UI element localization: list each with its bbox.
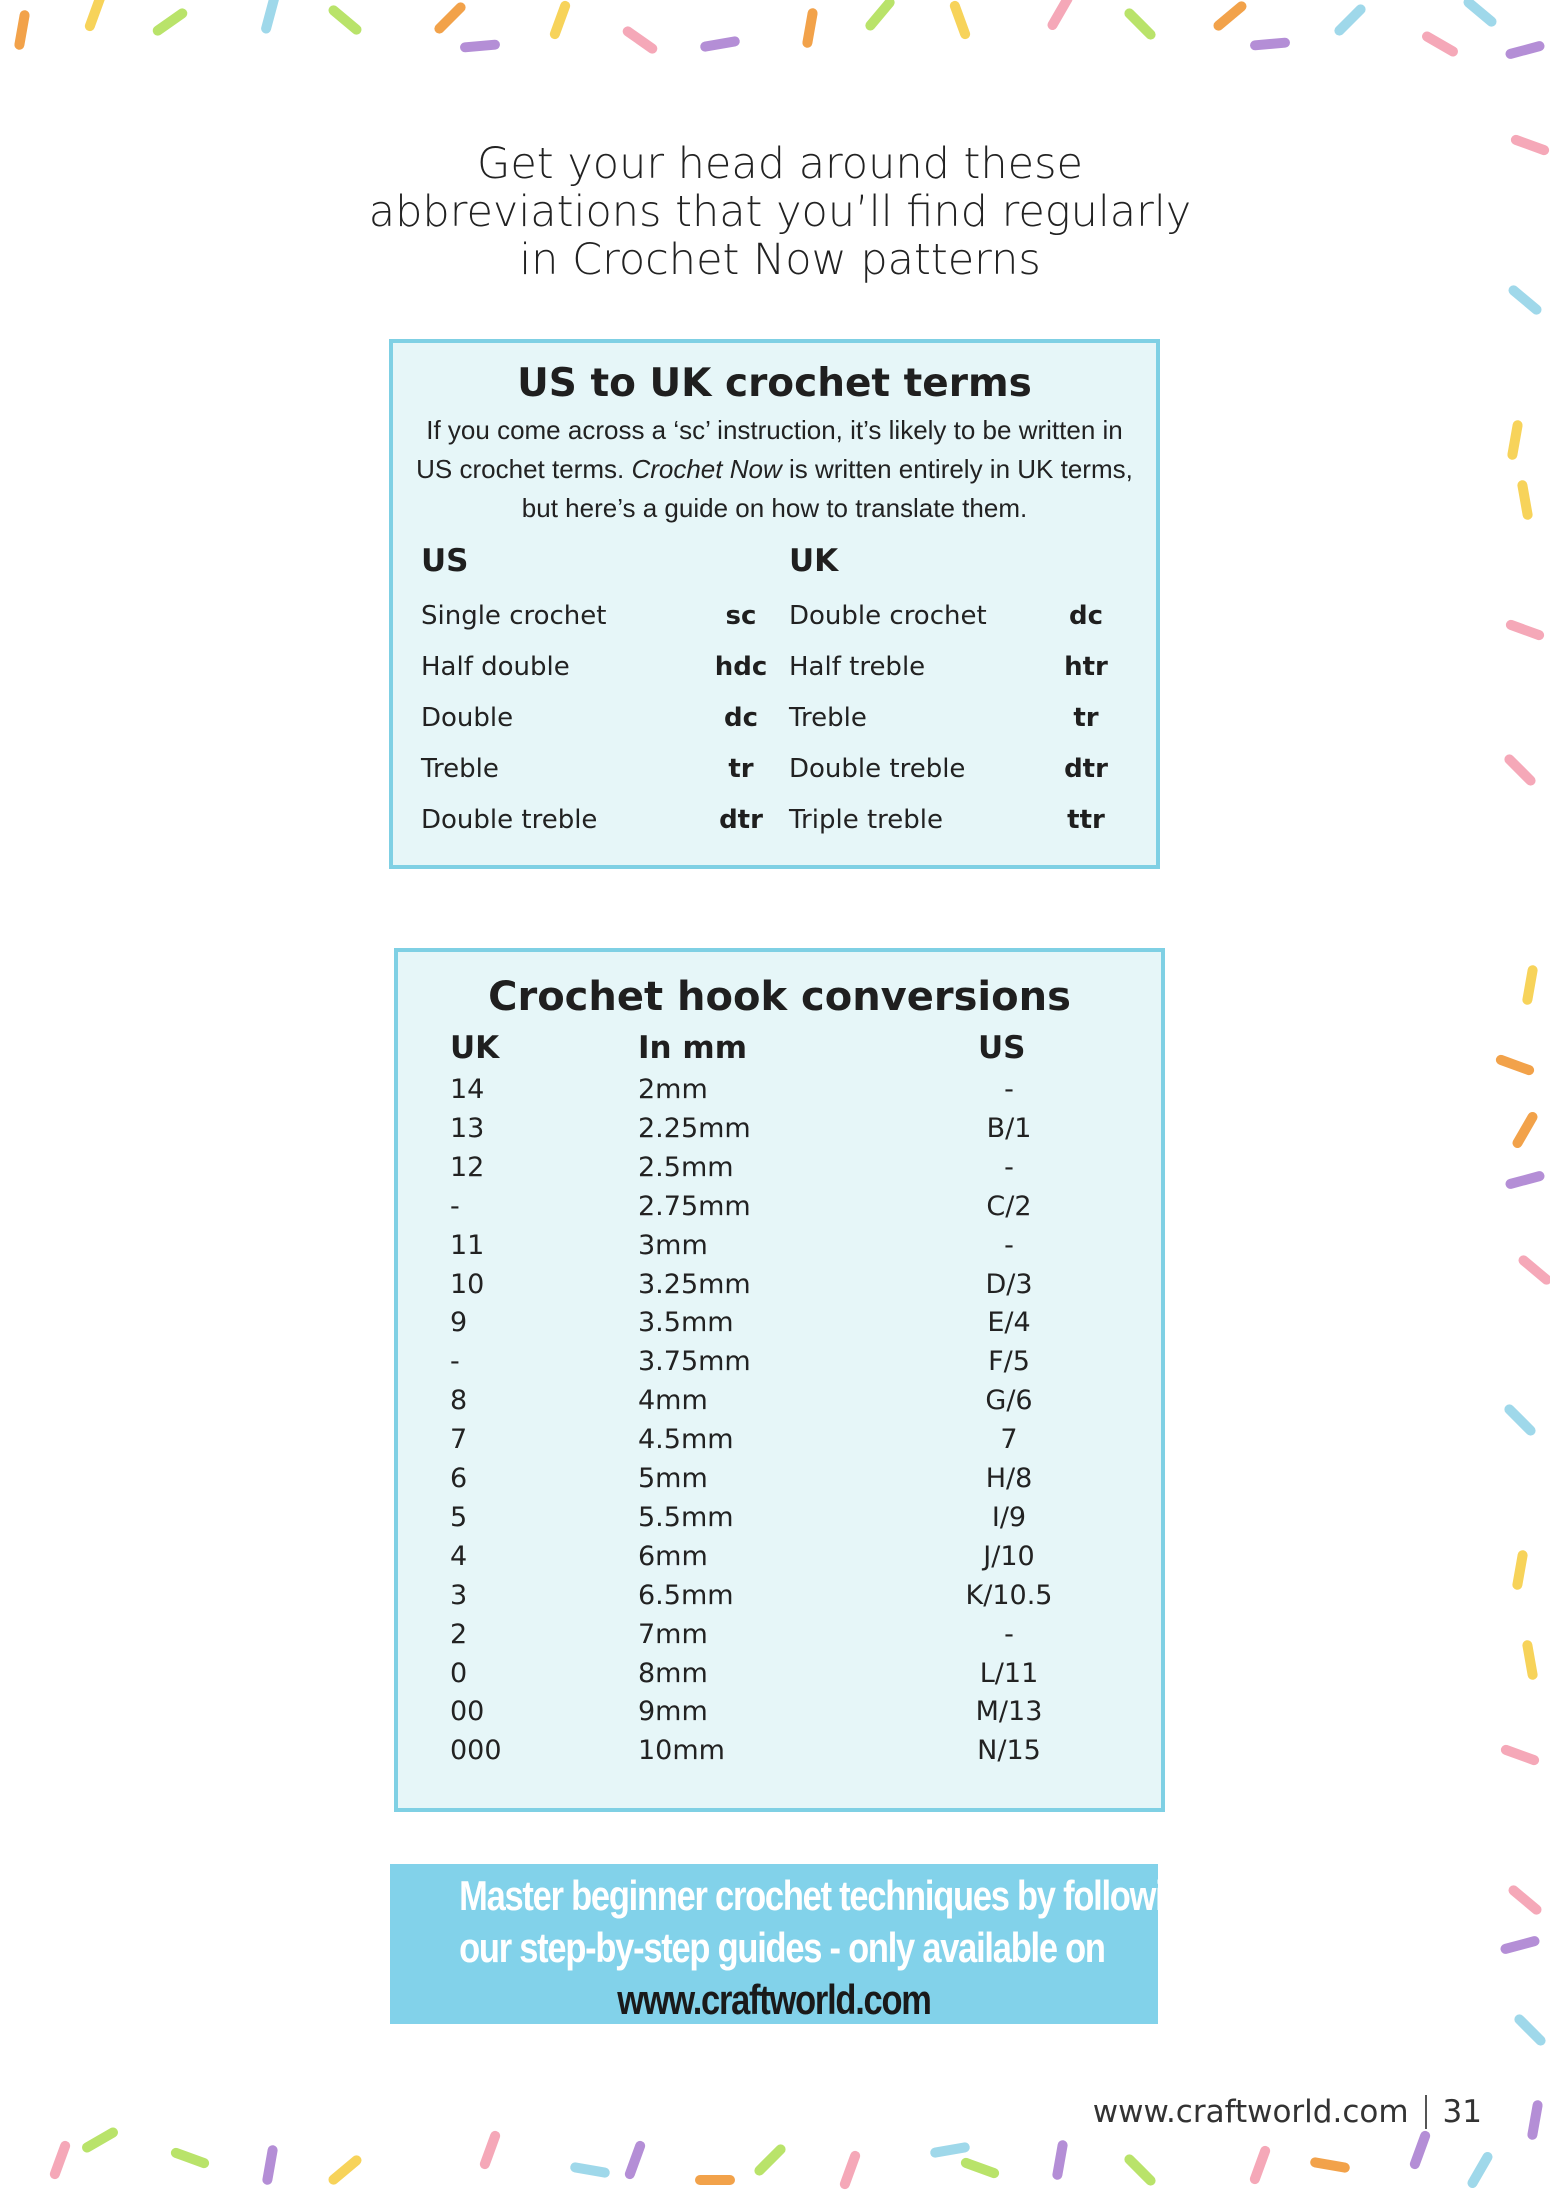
hook-mm-size: 8mm [638, 1657, 708, 1689]
hook-uk-size: 12 [450, 1151, 485, 1183]
sprinkle [151, 6, 190, 37]
hook-uk-size: 8 [450, 1385, 468, 1417]
sprinkle [548, 0, 571, 41]
term-uk-name: Treble [789, 703, 867, 733]
terms-desc-italic: Crochet Now [631, 454, 782, 484]
terms-desc-before: If you come across a ‘sc’ instruction, it’s likely to be written in US crochet terms. [416, 415, 1123, 484]
sprinkle [1516, 1253, 1550, 1286]
sprinkle [432, 0, 467, 35]
footer-site-link[interactable]: www.craftworld.com [1092, 2094, 1409, 2130]
hook-mm-size: 6.5mm [638, 1579, 734, 1611]
hook-us-size: E/4 [987, 1307, 1031, 1339]
hook-mm-size: 5.5mm [638, 1501, 734, 1533]
hook-mm-size: 5mm [638, 1463, 708, 1494]
sprinkle [1502, 1402, 1537, 1437]
hook-uk-size: 000 [450, 1735, 502, 1767]
term-uk-abbr: dtr [1064, 754, 1108, 784]
hook-uk-size: 6 [450, 1463, 468, 1494]
sprinkle [326, 2153, 363, 2186]
terms-title: US to UK crochet terms [517, 361, 1032, 406]
hook-us-size: H/8 [985, 1463, 1033, 1494]
sprinkle [14, 9, 31, 50]
sprinkle [1502, 752, 1537, 787]
us-uk-terms-box [389, 339, 1160, 869]
sprinkle [1499, 1743, 1540, 1766]
page-number: 31 [1442, 2094, 1482, 2130]
terms-desc-after: is written entirely in UK terms, but here’s a guide on how to translate them. [521, 454, 1133, 523]
sprinkle [1527, 2099, 1544, 2140]
sprinkle [326, 3, 363, 36]
sprinkle [48, 2139, 71, 2180]
terms-uk-header: UK [789, 543, 839, 579]
hook-mm-size: 3mm [638, 1229, 708, 1261]
term-us-abbr: hdc [714, 652, 768, 682]
sprinkle [1309, 2157, 1350, 2174]
hook-us-size: - [1004, 1151, 1014, 1183]
sprinkle [1504, 1170, 1545, 1190]
sprinkle [1052, 2139, 1069, 2180]
sprinkle [623, 2139, 646, 2180]
sprinkle [699, 36, 740, 53]
hook-us-size: I/9 [991, 1501, 1027, 1533]
sprinkle [752, 2142, 787, 2177]
hook-uk-size: - [450, 1346, 460, 1378]
intro-line-3: in Crochet Now patterns [519, 235, 1041, 285]
hook-us-size: F/5 [988, 1346, 1030, 1378]
sprinkle [1504, 618, 1545, 641]
sprinkle [1506, 283, 1543, 316]
term-uk-abbr: tr [1073, 703, 1099, 733]
sprinkle [1494, 1053, 1535, 1076]
hook-us-size: L/11 [979, 1657, 1039, 1689]
term-us-abbr: dc [723, 703, 759, 733]
hook-mm-size: 2.5mm [638, 1151, 734, 1183]
sprinkle [1512, 1549, 1529, 1590]
sprinkle [1211, 0, 1248, 33]
sprinkle [83, 0, 106, 33]
hook-conversions-box [394, 948, 1165, 1812]
hook-us-size: M/13 [975, 1696, 1043, 1728]
sprinkle [169, 2146, 210, 2169]
sprinkle [460, 39, 501, 52]
hook-us-size: J/10 [983, 1540, 1035, 1572]
sprinkle [959, 2156, 1000, 2179]
sprinkle [1517, 479, 1534, 520]
promo-banner [390, 1864, 1204, 2024]
hook-mm-size: 2.75mm [638, 1190, 751, 1222]
hook-us-size: C/2 [986, 1190, 1032, 1222]
sprinkle [948, 0, 971, 41]
hook-mm-size: 7mm [638, 1618, 708, 1650]
sprinkle [1250, 37, 1291, 50]
sprinkle [1332, 2, 1367, 37]
hook-uk-size: 7 [450, 1424, 468, 1456]
hook-mm-size: 3.75mm [638, 1346, 751, 1378]
term-uk-name: Double crochet [789, 601, 987, 631]
term-us-abbr: tr [728, 754, 754, 784]
hooks-title: Crochet hook conversions [488, 974, 1071, 1020]
hook-mm-size: 3.5mm [638, 1307, 734, 1339]
terms-us-header: US [421, 543, 469, 579]
hook-us-size: - [1004, 1074, 1014, 1105]
hook-uk-size: 00 [450, 1696, 485, 1728]
sprinkle [1512, 2012, 1547, 2047]
banner-line-2: our step-by-step guides - only available on [459, 1924, 1105, 1971]
term-us-name: Half double [421, 652, 570, 682]
hook-us-size: - [1004, 1618, 1014, 1650]
term-uk-name: Half treble [789, 652, 926, 682]
sprinkle [1122, 2152, 1157, 2187]
hook-us-size: B/1 [986, 1112, 1032, 1144]
hook-uk-size: 4 [450, 1540, 468, 1572]
hook-us-size: K/10.5 [965, 1579, 1053, 1611]
term-uk-name: Double treble [789, 754, 966, 784]
sprinkle [838, 2149, 861, 2190]
terms-description [413, 411, 1136, 528]
hooks-us-header: US [978, 1030, 1026, 1066]
footer-divider [1425, 2095, 1427, 2129]
sprinkle [1248, 2144, 1271, 2185]
sprinkle [1499, 1935, 1540, 1955]
hook-mm-size: 2.25mm [638, 1112, 751, 1144]
hook-uk-size: 11 [450, 1229, 485, 1261]
term-uk-abbr: htr [1064, 652, 1108, 682]
hook-uk-size: 0 [450, 1657, 468, 1689]
sprinkle [1506, 1883, 1543, 1916]
hook-mm-size: 4.5mm [638, 1424, 734, 1456]
sprinkle [1461, 0, 1498, 29]
sprinkle [1522, 1639, 1539, 1680]
sprinkle [1466, 2150, 1495, 2190]
intro-heading [300, 140, 1260, 284]
hook-uk-size: 9 [450, 1307, 468, 1339]
hook-uk-size: 3 [450, 1579, 468, 1611]
term-us-abbr: dtr [719, 805, 763, 835]
sprinkle [929, 2142, 970, 2159]
hook-mm-size: 3.25mm [638, 1268, 751, 1300]
hook-us-size: N/15 [977, 1735, 1041, 1767]
term-us-name: Treble [421, 754, 499, 784]
hook-uk-size: 10 [450, 1268, 485, 1300]
hook-uk-size: - [450, 1190, 460, 1222]
banner-line-1: Master beginner crochet techniques by following [459, 1872, 1204, 1919]
hook-mm-size: 6mm [638, 1540, 708, 1572]
hook-mm-size: 9mm [638, 1696, 708, 1728]
term-us-name: Double [421, 703, 514, 733]
hook-us-size: D/3 [985, 1268, 1033, 1300]
sprinkle [260, 0, 280, 35]
sprinkle [1122, 6, 1157, 41]
hook-uk-size: 14 [450, 1074, 485, 1105]
sprinkle [1046, 0, 1075, 32]
sprinkle [695, 2175, 735, 2185]
sprinkle [1511, 1110, 1540, 1150]
sprinkle [1408, 2129, 1431, 2170]
sprinkle [1509, 133, 1550, 156]
sprinkle [1507, 419, 1524, 460]
sprinkle [80, 2126, 120, 2155]
hook-us-size: 7 [1000, 1424, 1018, 1456]
hooks-mm-header: In mm [638, 1030, 747, 1066]
sprinkle [569, 2162, 610, 2179]
sprinkle [478, 2129, 501, 2170]
sprinkle [802, 7, 819, 48]
hook-uk-size: 5 [450, 1501, 468, 1533]
hook-us-size: G/6 [985, 1385, 1033, 1417]
banner-url-link[interactable]: www.craftworld.com [617, 1976, 931, 2023]
sprinkle [1504, 40, 1545, 60]
term-us-name: Double treble [421, 805, 598, 835]
page-footer [1093, 2094, 1482, 2130]
sprinkle [863, 0, 896, 33]
intro-line-1: Get your head around these [477, 139, 1083, 189]
term-uk-name: Triple treble [789, 805, 943, 835]
term-us-name: Single crochet [421, 601, 607, 631]
intro-line-2: abbreviations that you’ll find regularly [368, 187, 1192, 237]
term-uk-abbr: ttr [1067, 805, 1105, 835]
hook-uk-size: 2 [450, 1618, 468, 1650]
sprinkle [1420, 30, 1460, 59]
hooks-uk-header: UK [450, 1030, 500, 1066]
hook-us-size: - [1004, 1229, 1014, 1261]
term-uk-abbr: dc [1068, 601, 1104, 631]
hook-mm-size: 2mm [638, 1074, 708, 1105]
hook-uk-size: 13 [450, 1112, 485, 1144]
hook-mm-size: 10mm [638, 1735, 725, 1767]
sprinkle [262, 2144, 279, 2185]
hook-mm-size: 4mm [638, 1385, 708, 1417]
sprinkle [621, 24, 660, 55]
term-us-abbr: sc [725, 601, 757, 631]
sprinkle [1522, 964, 1539, 1005]
